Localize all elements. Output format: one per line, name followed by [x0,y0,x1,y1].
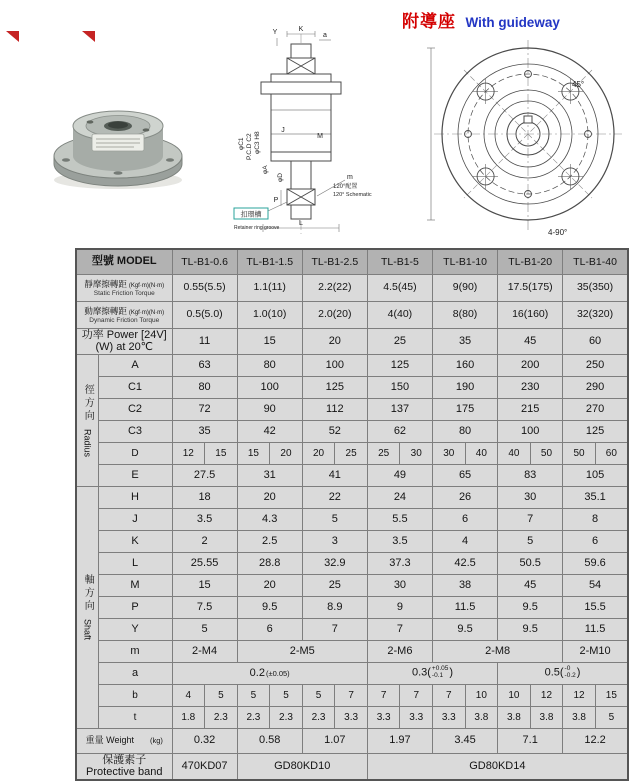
dim-row-M [76,574,628,596]
red-corner-mark [6,31,19,42]
table-cell: 2-M8 [433,640,563,662]
dim-row-A [76,354,628,376]
table-cell: 25 [367,442,400,464]
table-cell: 2.0(20) [302,301,367,328]
center-bore-inner [108,121,128,128]
table-cell: 20 [302,442,335,464]
section-geometry [261,44,341,219]
dim-row-C1 [76,376,628,398]
table-cell: 3 [302,530,367,552]
weight-label [76,728,172,753]
dynamic-friction-label-cn: 動摩擦轉距 [84,305,127,316]
table-cell: 2-M6 [367,640,432,662]
table-cell: 125 [563,420,628,442]
param-label-P: P [98,596,172,618]
static-friction-label-cn: 靜摩擦轉距 [84,278,127,289]
dim-y-label: Y [272,29,278,36]
table-cell: 7 [400,684,433,706]
table-cell: 175 [433,398,498,420]
table-cell [498,662,628,684]
table-cell: 1.8 [172,706,205,728]
dim-row-C3 [76,420,628,442]
table-cell: 6 [237,618,302,640]
table-cell: 3.3 [335,706,368,728]
table-cell: 63 [172,354,237,376]
note-m-label: m [347,174,353,181]
table-cell: 125 [367,354,432,376]
table-cell: 7 [367,618,432,640]
dim-row-b [76,684,628,706]
table-cell: 2.5 [237,530,302,552]
table-cell: 8.9 [302,596,367,618]
table-cell: 18 [172,486,237,508]
radius-group-en: Radius [82,428,93,457]
a-value-1: 0.2 [249,666,265,679]
table-cell: 15 [172,574,237,596]
table-cell: 9(90) [433,274,498,301]
groove-en-label: Retainer ring groove [234,225,280,231]
table-cell: 6 [563,530,628,552]
a-tolerance-3 [565,666,576,680]
table-cell: 28.8 [237,552,302,574]
model-header-label: 型號 MODEL [76,249,172,274]
table-cell: 0.55(5.5) [172,274,237,301]
static-friction-label [76,274,172,301]
table-cell: 2.3 [302,706,335,728]
table-cell: 3.8 [465,706,498,728]
shaft-group-en: Shaft [82,619,93,641]
table-cell [367,662,497,684]
static-friction-row [76,274,628,301]
table-cell: 190 [433,376,498,398]
table-cell: 4(40) [367,301,432,328]
table-cell: 270 [563,398,628,420]
dim-row-J [76,508,628,530]
table-cell: 160 [433,354,498,376]
table-cell: 3.45 [433,728,498,753]
table-cell: 80 [433,420,498,442]
table-cell: 7 [367,684,400,706]
table-cell: 10 [498,684,531,706]
dim-m-cap-label: M [317,133,323,140]
param-label-D: D [98,442,172,464]
table-cell: TL-B1-0.6 [172,249,237,274]
protective-row [76,753,628,780]
table-cell: 35 [172,420,237,442]
dim-l-label: L [299,220,303,227]
holes-note-label: 4-90° [548,228,568,237]
table-cell: 15.5 [563,596,628,618]
weight-unit: (kg) [149,736,163,746]
table-cell: 12.2 [563,728,628,753]
table-cell: 3.8 [530,706,563,728]
dynamic-friction-row [76,301,628,328]
a-value-2-close: ) [449,667,454,680]
page-title [402,7,560,32]
table-cell: 9.5 [433,618,498,640]
table-cell: 2-M4 [172,640,237,662]
table-cell: 2-M10 [563,640,628,662]
table-cell: 40 [465,442,498,464]
table-cell: 31 [237,464,302,486]
radius-group-cn: 徑方向 [82,383,94,423]
table-cell: 8 [563,508,628,530]
param-label-E: E [98,464,172,486]
table-cell: 7 [498,508,563,530]
static-friction-unit: (Kgf·m)(N·m) [128,282,165,289]
table-cell: 24 [367,486,432,508]
table-cell: 30 [400,442,433,464]
table-cell: 35 [433,328,498,354]
radius-group-wrap [77,384,98,457]
table-cell: TL-B1-20 [498,249,563,274]
note-120-cn: 120°配置 [333,184,358,190]
dynamic-friction-unit: (Kgf·m)(N·m) [128,309,165,316]
dim-row-P [76,596,628,618]
table-cell: 5.5 [367,508,432,530]
table-cell: 52 [302,420,367,442]
table-cell: GD80KD14 [367,753,628,780]
power-row [76,328,628,354]
shaft-group-label [76,486,98,728]
table-cell: 215 [498,398,563,420]
table-cell: 290 [563,376,628,398]
table-cell: 60 [595,442,628,464]
table-cell: 5 [595,706,628,728]
table-cell: 200 [498,354,563,376]
dia-d-label: φD [277,173,284,182]
table-cell: 20 [237,486,302,508]
table-cell: 11.5 [563,618,628,640]
table-cell: 1.97 [367,728,432,753]
table-cell: 7 [335,684,368,706]
table-cell: 5 [498,530,563,552]
title-english: With guideway [465,15,560,30]
table-cell: 105 [563,464,628,486]
table-cell: 80 [237,354,302,376]
note-120-en: 120° Schematic [333,192,372,198]
table-cell: 4.5(45) [367,274,432,301]
table-cell: 25 [302,574,367,596]
table-cell: 26 [433,486,498,508]
a-tol3-upper: -0 [564,665,571,673]
table-cell: 1.1(11) [237,274,302,301]
a-tol2-lower: -0.1 [431,672,444,680]
table-cell: 20 [270,442,303,464]
table-cell: 65 [433,464,498,486]
table-cell: 3.5 [172,508,237,530]
dia-c3-label: φC3 H8 [254,131,261,154]
a-tol2-upper: +0.05 [431,665,449,673]
table-cell: 54 [563,574,628,596]
centerlines [434,40,622,232]
table-cell: 3.3 [400,706,433,728]
dim-k-label: K [298,26,304,33]
table-cell: 12 [530,684,563,706]
table-cell: 42.5 [433,552,498,574]
table-cell: 5 [302,508,367,530]
table-cell: 0.58 [237,728,302,753]
top-hole [143,128,150,131]
table-cell: 4 [172,684,205,706]
power-label: 功率 Power [24V](W) at 20℃ [76,328,172,354]
table-cell: 2.3 [205,706,238,728]
param-label-J: J [98,508,172,530]
table-cell: 125 [302,376,367,398]
dim-row-m [76,640,628,662]
dim-row-H [76,486,628,508]
dia-c1-label: φC1 [238,137,245,150]
table-cell: 4.3 [237,508,302,530]
cross-section-drawing [233,22,378,244]
table-cell: 4 [433,530,498,552]
table-cell: 15 [237,442,270,464]
dim-row-E [76,464,628,486]
a-value-2: 0.3( [411,667,431,680]
table-cell: 45 [498,328,563,354]
table-cell: TL-B1-40 [563,249,628,274]
angle-45-label: 45° [572,80,585,89]
table-cell: 8(80) [433,301,498,328]
table-cell: 38 [433,574,498,596]
dim-row-t [76,706,628,728]
table-cell: 11.5 [433,596,498,618]
table-cell: 49 [367,464,432,486]
table-cell: 2.3 [270,706,303,728]
a-value-3-close: ) [576,667,581,680]
table-cell: 230 [498,376,563,398]
table-cell: 10 [465,684,498,706]
table-cell: 2.3 [237,706,270,728]
table-cell: 7 [302,618,367,640]
table-cell: TL-B1-5 [367,249,432,274]
shaft-group-wrap [77,574,98,640]
table-cell: 25 [367,328,432,354]
table-cell: 2.2(22) [302,274,367,301]
dim-row-D [76,442,628,464]
table-cell: 80 [172,376,237,398]
param-label-Y: Y [98,618,172,640]
table-cell: TL-B1-10 [433,249,498,274]
table-cell: 32.9 [302,552,367,574]
table-cell: 59.6 [563,552,628,574]
title-chinese: 附導座 [402,12,456,31]
param-label-L: L [98,552,172,574]
table-cell: 83 [498,464,563,486]
dim-row-L [76,552,628,574]
table-cell: 5 [270,684,303,706]
table-cell: TL-B1-1.5 [237,249,302,274]
param-label-C1: C1 [98,376,172,398]
table-cell: 16(160) [498,301,563,328]
table-cell: 15 [595,684,628,706]
shaft-group-cn: 軸方向 [82,574,94,614]
dim-row-C2 [76,398,628,420]
table-cell: 112 [302,398,367,420]
table-cell: 5 [172,618,237,640]
flange-hole [166,158,174,162]
table-cell: 50 [563,442,596,464]
table-cell: 9 [367,596,432,618]
param-label-b: b [98,684,172,706]
table-cell: 3.3 [367,706,400,728]
spec-table [75,248,629,781]
table-cell: 5 [237,684,270,706]
table-cell: 35(350) [563,274,628,301]
table-cell: 60 [563,328,628,354]
param-label-m: m [98,640,172,662]
front-labels [548,80,584,237]
table-cell: 42 [237,420,302,442]
table-cell: 9.5 [498,618,563,640]
table-cell: 11 [172,328,237,354]
table-cell: 30 [498,486,563,508]
table-cell: 32(320) [563,301,628,328]
table-cell: 1.07 [302,728,367,753]
param-label-C2: C2 [98,398,172,420]
table-cell: 9.5 [237,596,302,618]
table-cell: 90 [237,398,302,420]
table-cell: 35.1 [563,486,628,508]
model-header-row [76,249,628,274]
param-label-t: t [98,706,172,728]
weight-row [76,728,628,753]
table-cell: 6 [433,508,498,530]
table-cell: 2 [172,530,237,552]
a-tolerance-2 [432,666,448,680]
table-cell: 17.5(175) [498,274,563,301]
table-cell: 30 [367,574,432,596]
a-value-3: 0.5( [544,667,564,680]
table-cell: 7 [433,684,466,706]
red-corner-mark [82,31,95,42]
front-view-drawing [424,30,624,242]
dia-pcd-label: P.C.D C2 [246,133,253,160]
static-friction-line1 [77,278,172,290]
flange-hole [62,158,70,162]
table-cell: 250 [563,354,628,376]
dim-row-K [76,530,628,552]
table-cell: 25.55 [172,552,237,574]
table-cell: 100 [237,376,302,398]
table-cell: 3.5 [367,530,432,552]
table-cell: 100 [302,354,367,376]
param-label-M: M [98,574,172,596]
param-label-H: H [98,486,172,508]
weight-label-text: 重量 Weight [85,735,134,746]
table-cell: 5 [302,684,335,706]
table-cell: 40 [498,442,531,464]
table-cell: 0.32 [172,728,237,753]
groove-cn-label: 扣環槽 [240,211,262,219]
a-tolerance-1: (±0.05) [265,668,290,678]
param-label-K: K [98,530,172,552]
table-cell: 1.0(10) [237,301,302,328]
table-cell: 12 [563,684,596,706]
static-friction-label-en: Static Friction Torque [93,289,155,297]
table-cell: 150 [367,376,432,398]
table-cell: 25 [335,442,368,464]
table-cell: 15 [237,328,302,354]
groove-note [234,208,280,231]
table-cell [172,662,367,684]
table-cell: 30 [433,442,466,464]
dim-p-label: P [273,197,279,204]
table-cell: GD80KD10 [237,753,367,780]
table-cell: 62 [367,420,432,442]
table-cell: 7.5 [172,596,237,618]
param-label-C3: C3 [98,420,172,442]
dia-a-label: φA [262,165,269,174]
table-cell: 137 [367,398,432,420]
table-cell: 50.5 [498,552,563,574]
flange-hole [114,171,123,175]
table-cell: 20 [237,574,302,596]
table-cell: 12 [172,442,205,464]
table-cell: 41 [302,464,367,486]
table-cell: 22 [302,486,367,508]
table-cell: TL-B1-2.5 [302,249,367,274]
table-cell: 2-M5 [237,640,367,662]
table-cell: 50 [530,442,563,464]
table-cell: 0.5(5.0) [172,301,237,328]
top-hole [87,120,94,123]
dynamic-friction-label-en: Dynamic Friction Torque [89,316,160,324]
protective-label: 保護素子 Protective band [76,753,172,780]
table-cell: 3.3 [433,706,466,728]
product-photo [48,64,188,204]
dim-row-Y [76,618,628,640]
table-cell: 9.5 [498,596,563,618]
table-cell: 470KD07 [172,753,237,780]
dim-row-a [76,662,628,684]
table-cell: 37.3 [367,552,432,574]
table-cell: 5 [205,684,238,706]
front-dimension-line [427,48,435,220]
table-cell: 100 [498,420,563,442]
table-cell: 7.1 [498,728,563,753]
table-cell: 3.8 [563,706,596,728]
a-tol3-lower: -0.2 [564,672,576,680]
radius-group-label [76,354,98,486]
param-label-A: A [98,354,172,376]
table-cell: 20 [302,328,367,354]
table-cell: 15 [205,442,238,464]
dynamic-friction-line1 [77,305,172,317]
param-label-a: a [98,662,172,684]
table-cell: 3.8 [498,706,531,728]
dim-j-label: J [281,127,285,134]
table-cell: 72 [172,398,237,420]
table-cell: 27.5 [172,464,237,486]
table-cell: 45 [498,574,563,596]
dynamic-friction-label [76,301,172,328]
dim-a-label: a [323,32,327,39]
